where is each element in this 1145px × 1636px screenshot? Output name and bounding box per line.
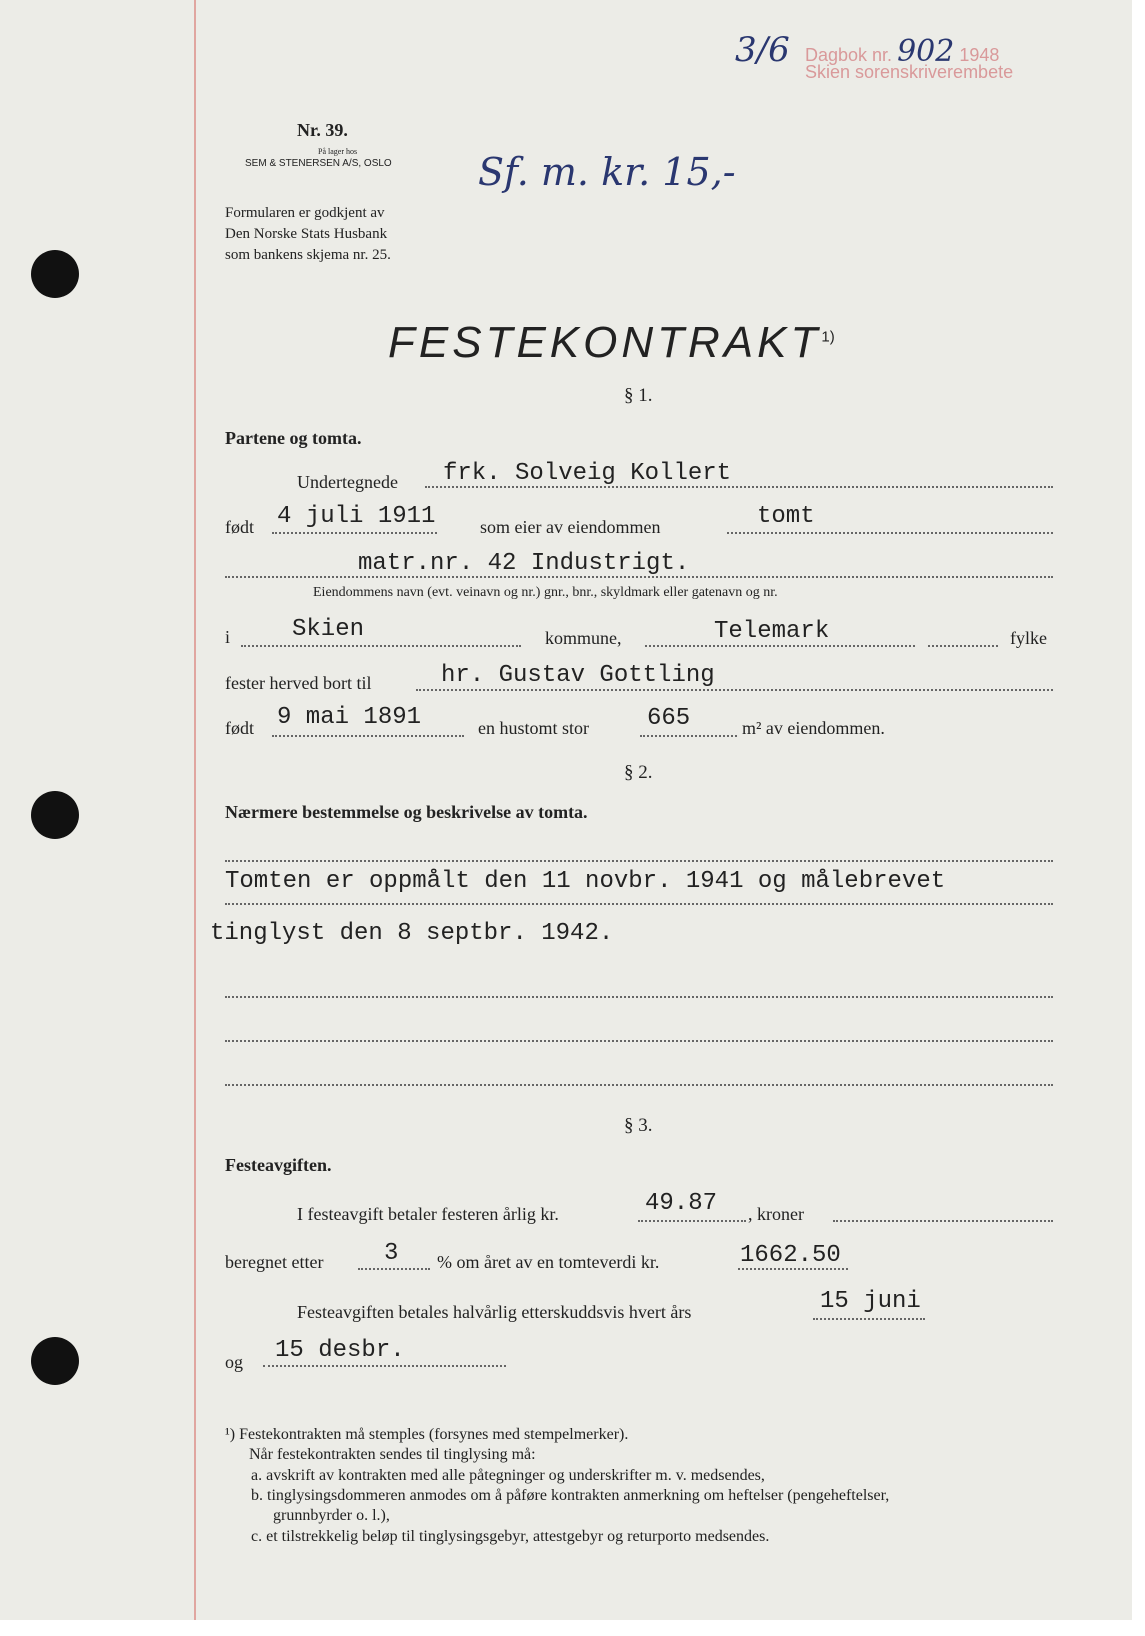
value-dato2: 15 desbr.	[275, 1337, 405, 1364]
label-avgift: I festeavgift betaler festeren årlig kr.	[297, 1204, 559, 1224]
line-fodt	[272, 532, 437, 534]
label-fodt2: født	[225, 718, 254, 738]
approval-line2: Den Norske Stats Husbank	[225, 226, 388, 242]
value-eiendom: tomt	[757, 503, 815, 530]
label-fodt: født	[225, 517, 254, 537]
line-fylke-extra	[928, 645, 998, 647]
section2-heading: § 2.	[624, 762, 653, 783]
section3-subheading: Festeavgiften.	[225, 1155, 332, 1175]
footnote-line2: Når festekontrakten sendes til tinglysing må:	[249, 1446, 536, 1463]
section2-line1: Tomten er oppmålt den 11 novbr. 1941 og målebrevet	[225, 868, 946, 895]
line-dato2	[263, 1365, 506, 1367]
publisher-line1: På lager hos	[318, 147, 358, 156]
approval-line3: som bankens skjema nr. 25.	[225, 247, 391, 263]
line-avgift	[638, 1220, 746, 1222]
section2-line2: tinglyst den 8 septbr. 1942.	[210, 920, 614, 947]
value-kommune: Skien	[292, 616, 365, 643]
label-m2: m² av eiendommen.	[742, 718, 885, 738]
section1-heading: § 1.	[624, 385, 653, 406]
footnote-line5: grunnbyrder o. l.),	[273, 1507, 390, 1524]
footnote-line4: b. tinglysingsdommeren anmodes om å påføre kontrakten anmerkning om heftelser (pengeheftelser,	[251, 1487, 890, 1504]
punch-hole	[31, 250, 79, 298]
value-prosent: 3	[384, 1240, 399, 1267]
line-fodt2	[272, 735, 464, 737]
stamp-line2: Skien sorenskriverembete	[805, 62, 1014, 82]
value-fodt: 4 juli 1911	[277, 503, 436, 530]
form-number: Nr. 39.	[297, 120, 348, 140]
label-betales: Festeavgiften betales halvårlig etterskuddsvis hvert års	[297, 1302, 692, 1322]
label-beregnet: beregnet etter	[225, 1252, 324, 1272]
label-kommune: kommune,	[545, 628, 622, 648]
scan-edge-bottom	[0, 1620, 1145, 1636]
title-text: FESTEKONTRAKT	[388, 318, 822, 367]
label-eier: som eier av eiendommen	[480, 517, 661, 537]
document-title	[388, 318, 835, 368]
line-fylke-value	[645, 645, 915, 647]
section3-heading: § 3.	[624, 1115, 653, 1136]
line-storrelse	[640, 735, 737, 737]
value-undertegnede: frk. Solveig Kollert	[443, 460, 732, 487]
line-kroner	[833, 1220, 1053, 1222]
value-matr: matr.nr. 42 Industrigt.	[358, 550, 690, 577]
value-fester: hr. Gustav Gottling	[441, 662, 715, 689]
line-fester	[416, 689, 1053, 691]
label-i: i	[225, 627, 231, 647]
line-kommune	[241, 645, 521, 647]
value-avgift: 49.87	[645, 1190, 718, 1217]
label-og: og	[225, 1352, 243, 1372]
publisher-line2: SEM & STENERSEN A/S, OSLO	[245, 158, 392, 169]
handwritten-note: Sf. m. kr. 15,-	[478, 150, 736, 194]
value-fylke: Telemark	[714, 618, 830, 645]
footnote-line1: ¹) Festekontrakten må stemples (forsynes med stempelmerker).	[225, 1426, 629, 1443]
section1-subheading: Partene og tomta.	[225, 428, 362, 448]
section2-subheading: Nærmere bestemmelse og beskrivelse av tomta.	[225, 802, 588, 822]
rule-3	[225, 996, 1053, 998]
label-fester: fester herved bort til	[225, 673, 372, 693]
rule-4	[225, 1040, 1053, 1042]
line-prosent	[358, 1268, 430, 1270]
line-eiendom	[727, 532, 1053, 534]
value-fodt2: 9 mai 1891	[277, 704, 422, 731]
caption-eiendom: Eiendommens navn (evt. veinavn og nr.) gnr., bnr., skyldmark eller gatenavn og nr.	[313, 585, 778, 600]
label-fylke: fylke	[1010, 628, 1047, 648]
approval-line1: Formularen er godkjent av	[225, 205, 385, 221]
stamp-number: 902	[897, 34, 955, 69]
stamp-year: 1948	[959, 45, 1000, 65]
line-matr	[225, 576, 1053, 578]
punch-hole	[31, 791, 79, 839]
scan-edge-right	[1132, 0, 1145, 1636]
punch-hole	[31, 1337, 79, 1385]
footnote-line3: a. avskrift av kontrakten med alle påtegninger og underskrifter m. v. medsendes,	[251, 1467, 765, 1484]
value-dato1: 15 juni	[820, 1288, 921, 1315]
title-footnote-mark: 1)	[821, 328, 835, 346]
rule-2	[225, 903, 1053, 905]
stamp-label: Dagbok nr.	[805, 45, 893, 65]
rule-1	[225, 860, 1053, 862]
line-dato1	[813, 1318, 925, 1320]
margin-line	[194, 0, 196, 1620]
stamp-date-handwritten: 3/6	[735, 30, 790, 70]
value-storrelse: 665	[647, 705, 691, 732]
label-hustomt: en hustomt stor	[478, 718, 589, 738]
label-kroner: , kroner	[748, 1204, 804, 1224]
label-prosent: % om året av en tomteverdi kr.	[437, 1252, 660, 1272]
label-undertegnede: Undertegnede	[297, 472, 398, 492]
value-tomteverdi: 1662.50	[740, 1242, 841, 1269]
footnote-line6: c. et tilstrekkelig beløp til tinglysingsgebyr, attestgebyr og returporto medsendes.	[251, 1528, 770, 1545]
rule-5	[225, 1084, 1053, 1086]
